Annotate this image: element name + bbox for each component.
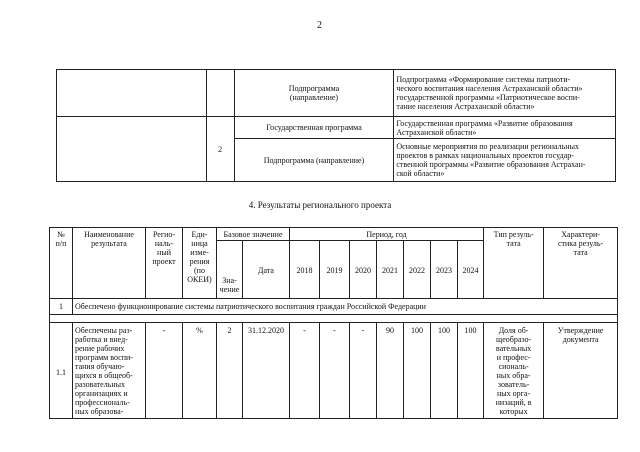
section-row-num: 1 <box>50 299 73 315</box>
state-program-label: Государственная программа <box>234 117 394 139</box>
result-base-value: 2 <box>217 323 243 419</box>
subprogram-value: Подпрограмма «Формирование системы патриоти- ческого воспитания населения Астраханской области» государственной программы «Патриотическое воспи- тание населения Астраханской области» <box>394 70 616 117</box>
header-year: 2024 <box>458 241 484 299</box>
row-number: 2 <box>206 117 234 182</box>
header-base-value: Зна- чение <box>217 241 243 299</box>
result-base-date: 31.12.2020 <box>243 323 290 419</box>
page-number: 2 <box>317 20 322 31</box>
result-regional: - <box>146 323 183 419</box>
header-year: 2021 <box>377 241 404 299</box>
header-unit: Еди- ница изме- рения (по ОКЕИ) <box>183 228 217 299</box>
result-type: Доля об- щеобразо- вательных и профес- сиональ- ных обра- зователь- ных орга- низаций, в которых <box>484 323 544 419</box>
result-year-value: 100 <box>404 323 431 419</box>
result-num: 1.1 <box>50 323 73 419</box>
section-row-text: Обеспечено функционирование системы патриотического воспитания граждан Российской Федерации <box>73 299 618 315</box>
program-info-table <box>56 69 616 182</box>
results-table <box>49 227 618 419</box>
state-program-value: Государственная программа «Развитие образования Астраханской области» <box>394 117 616 139</box>
header-num: № п/п <box>50 228 73 299</box>
header-year: 2023 <box>431 241 458 299</box>
subprogram-direction-value: Основные мероприятия по реализации региональных проектов в рамках национальных проектов государ- ственной программы «Развитие образования Астрахан- ской области» <box>394 139 616 182</box>
empty-cell <box>57 117 207 182</box>
header-base: Базовое значение <box>217 228 290 241</box>
result-year-value: - <box>350 323 377 419</box>
header-characteristic: Характери- стика резуль- тата <box>544 228 618 299</box>
header-name: Наименование результата <box>73 228 146 299</box>
result-year-value: 100 <box>458 323 484 419</box>
result-year-value: 90 <box>377 323 404 419</box>
header-type: Тип резуль- тата <box>484 228 544 299</box>
result-year-value: 100 <box>431 323 458 419</box>
result-unit: % <box>183 323 217 419</box>
header-year: 2022 <box>404 241 431 299</box>
result-year-value: - <box>290 323 320 419</box>
header-year: 2019 <box>320 241 350 299</box>
result-name: Обеспечены раз- работка и внед- рение рабочих программ воспи- тания обучаю- щихся в общеоб- разовательных организациях и профессиональ- ных образова- <box>73 323 146 419</box>
result-year-value: - <box>320 323 350 419</box>
header-year: 2020 <box>350 241 377 299</box>
result-characteristic: Утверждение документа <box>544 323 618 419</box>
subprogram-direction-label: Подпрограмма (направление) <box>234 139 394 182</box>
header-year: 2018 <box>290 241 320 299</box>
empty-cell <box>206 70 234 117</box>
header-period: Период, год <box>290 228 484 241</box>
spacer-row <box>50 315 618 323</box>
header-base-date: Дата <box>243 241 290 299</box>
subprogram-label: Подпрограмма (направление) <box>234 70 394 117</box>
empty-cell <box>57 70 207 117</box>
header-regional: Регио- наль- ный проект <box>146 228 183 299</box>
section-title: 4. Результаты регионального проекта <box>248 200 392 210</box>
